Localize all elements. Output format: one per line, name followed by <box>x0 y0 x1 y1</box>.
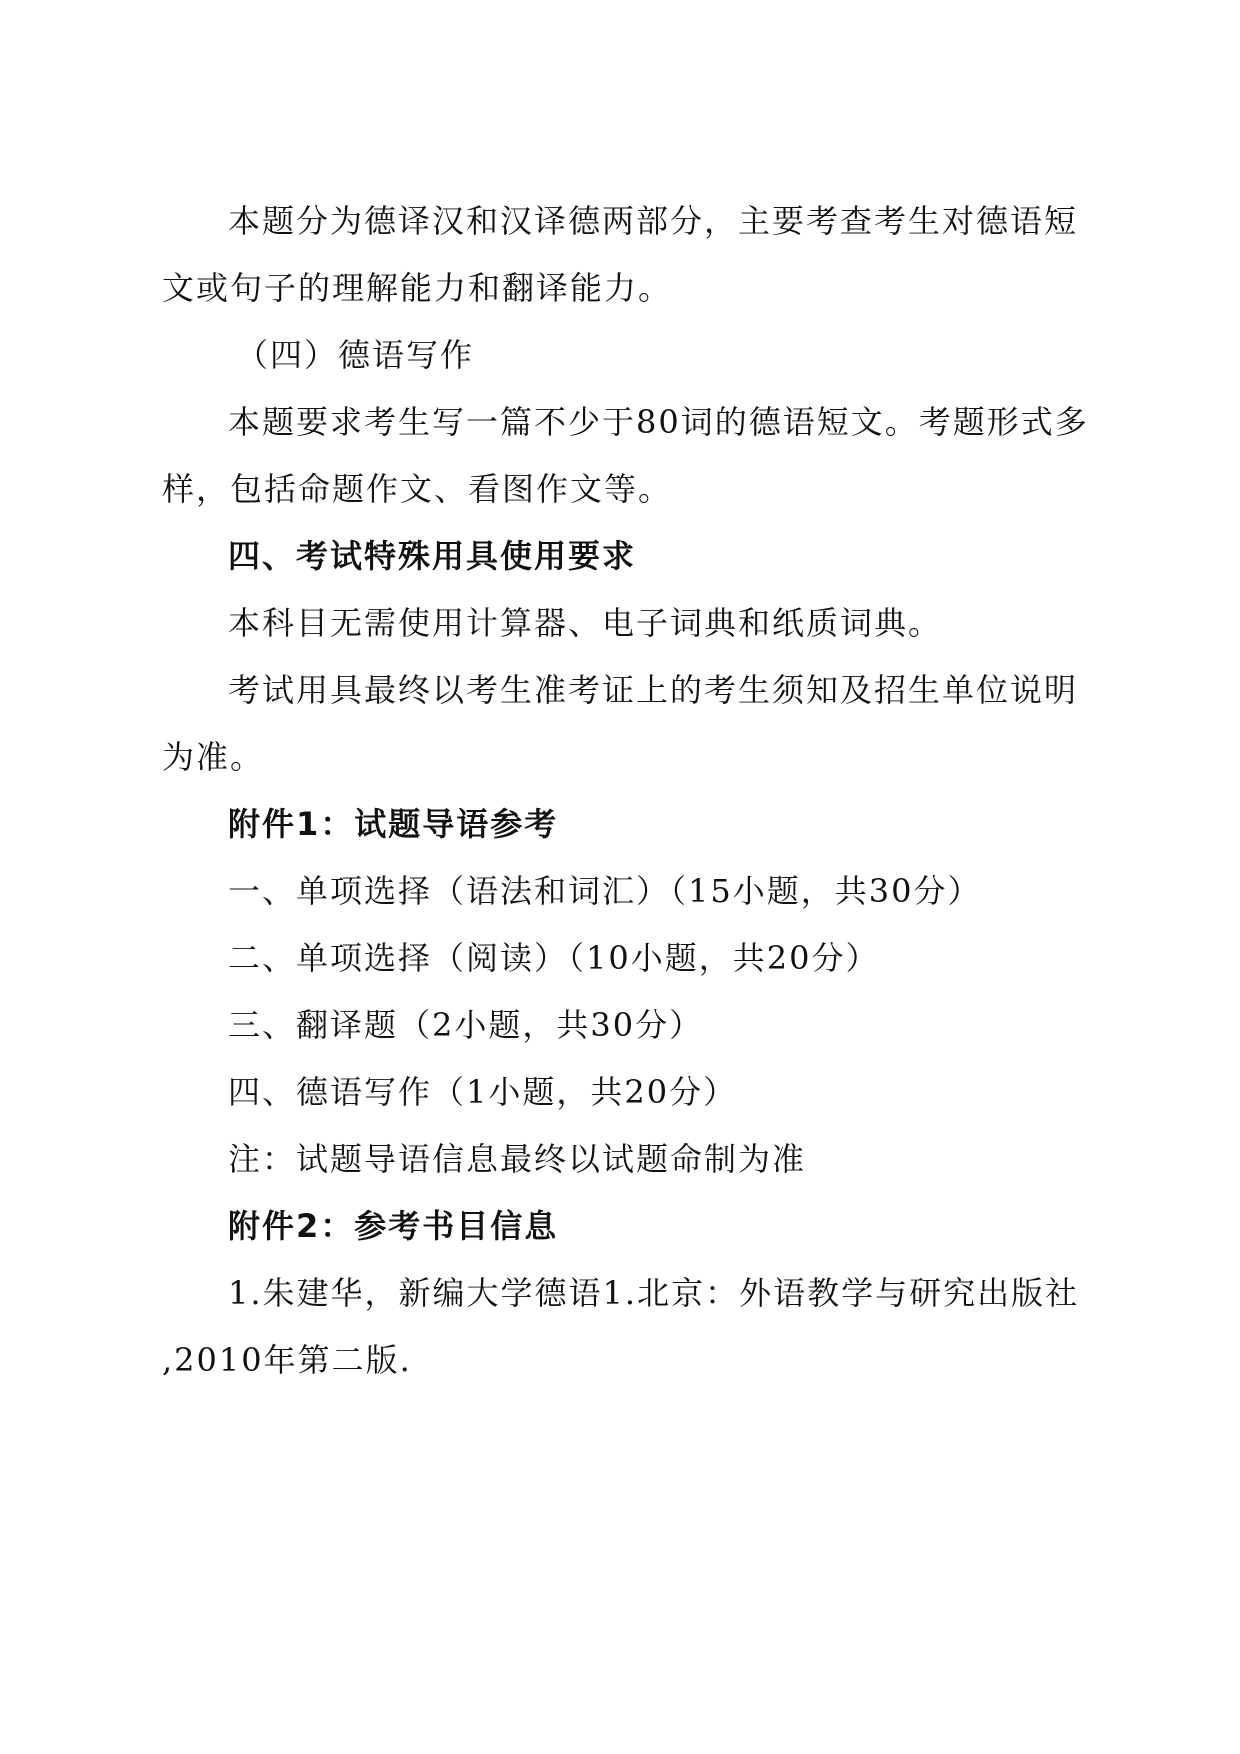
section-heading: （四）德语写作 <box>236 336 475 374</box>
list-item: 二、单项选择（阅读）（10小题，共20分） <box>228 939 880 977</box>
paragraph-line: 样，包括命题作文、看图作文等。 <box>162 470 673 508</box>
appendix-heading: 附件2：参考书目信息 <box>228 1207 559 1245</box>
paragraph-line: 考试用具最终以考生准考证上的考生须知及招生单位说明 <box>228 671 1079 709</box>
paragraph-no-calculator <box>162 590 1082 657</box>
paragraph-line: 本科目无需使用计算器、电子词典和纸质词典。 <box>228 604 943 642</box>
section-heading-special-tools <box>162 523 1082 590</box>
paragraph-line: 本题要求考生写一篇不少于80词的德语短文。考题形式多 <box>228 403 1089 441</box>
appendix-heading: 附件1：试题导语参考 <box>228 805 559 843</box>
appendix-1-item-4 <box>162 1059 1082 1126</box>
paragraph-line: 本题分为德译汉和汉译德两部分，主要考查考生对德语短 <box>228 202 1079 240</box>
appendix-1-item-3 <box>162 992 1082 1059</box>
appendix-1-note <box>162 1126 1082 1193</box>
paragraph-tools-note <box>162 657 1082 791</box>
reference-line: 1.朱建华，新编大学德语1.北京：外语教学与研究出版社 <box>228 1274 1080 1312</box>
reference-entry-1 <box>162 1260 1082 1394</box>
list-item: 一、单项选择（语法和词汇）（15小题，共30分） <box>228 872 982 910</box>
section-heading: 四、考试特殊用具使用要求 <box>228 537 637 575</box>
note-line: 注：试题导语信息最终以试题命制为准 <box>228 1140 807 1178</box>
paragraph-translation-description <box>162 188 1082 322</box>
appendix-1-heading <box>162 791 1082 858</box>
appendix-1-item-1 <box>162 858 1082 925</box>
document-body <box>162 188 1089 1394</box>
paragraph-line: 文或句子的理解能力和翻译能力。 <box>162 269 673 307</box>
list-item: 三、翻译题（2小题，共30分） <box>228 1006 704 1044</box>
list-item: 四、德语写作（1小题，共20分） <box>228 1073 738 1111</box>
reference-line: ,2010年第二版. <box>162 1341 412 1379</box>
paragraph-writing-description <box>162 389 1089 523</box>
appendix-1-item-2 <box>162 925 1082 992</box>
paragraph-line: 为准。 <box>162 738 265 776</box>
appendix-2-heading <box>162 1193 1082 1260</box>
section-heading-writing <box>162 322 1082 389</box>
